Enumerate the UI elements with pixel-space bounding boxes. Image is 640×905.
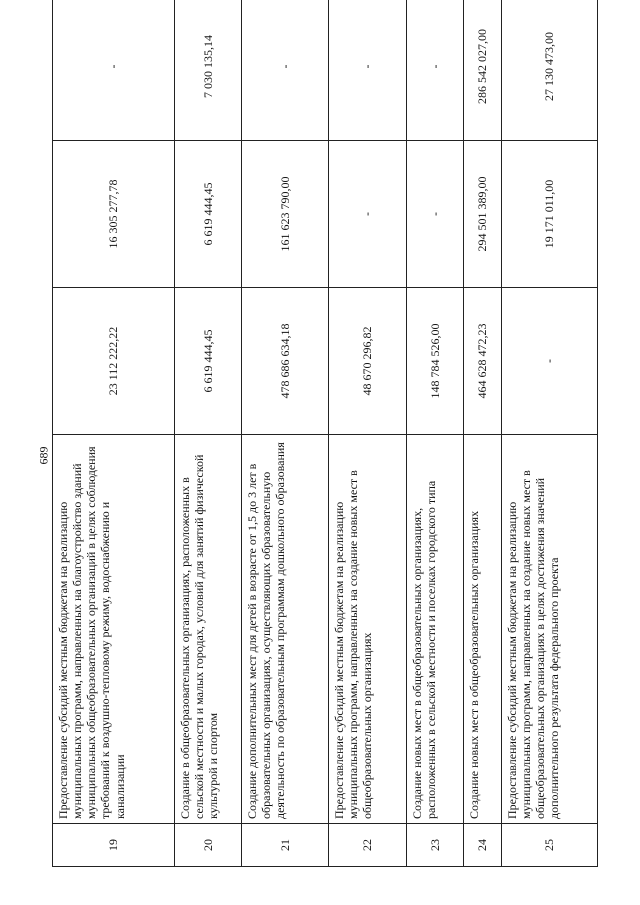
table-row	[502, 0, 598, 867]
value-cell-2: -	[329, 141, 407, 288]
value-cell-3: -	[407, 0, 464, 141]
value-cell-1: 6 619 444,45	[175, 288, 242, 435]
row-description: Предоставление субсидий местным бюджетам на реализацию муниципальных программ, направленных на создание новых мест в общеобразовательных организациях	[329, 435, 407, 824]
value-cell-3: 27 130 473,00	[502, 0, 598, 141]
value-cell-3: -	[53, 0, 175, 141]
value-cell-3: -	[329, 0, 407, 141]
rotated-table-area	[52, 29, 597, 867]
row-description: Создание новых мест в общеобразовательных организациях, расположенных в сельской местности и поселках городского типа	[407, 435, 464, 824]
row-description: Создание дополнительных мест для детей в возрасте от 1,5 до 3 лет в образовательных организациях, осуществляющих образовательную деятельность по образовательным программам дошкольного образования	[242, 435, 329, 824]
value-cell-3: -	[242, 0, 329, 141]
value-cell-1: 23 112 222,22	[53, 288, 175, 435]
row-number: 24	[464, 824, 502, 867]
value-cell-1: 464 628 472,23	[464, 288, 502, 435]
table-row	[464, 0, 502, 867]
value-cell-2: 16 305 277,78	[53, 141, 175, 288]
value-cell-2: -	[407, 141, 464, 288]
value-cell-1: 478 686 634,18	[242, 288, 329, 435]
value-cell-3: 7 030 135,14	[175, 0, 242, 141]
row-number: 25	[502, 824, 598, 867]
value-cell-1: 48 670 296,82	[329, 288, 407, 435]
value-cell-2: 294 501 389,00	[464, 141, 502, 288]
table-row	[329, 0, 407, 867]
row-description: Создание в общеобразовательных организациях, расположенных в сельской местности и малых городах, условий для занятий физической культурой и спортом	[175, 435, 242, 824]
row-description: Предоставление субсидий местным бюджетам на реализацию муниципальных программ, направленных на благоустройство зданий муниципальных общеобразовательных организаций в целях соблюдения требований к воздушно-тепловому режиму, водоснабжению и канализации	[53, 435, 175, 824]
budget-table	[52, 0, 598, 867]
table-row	[53, 0, 175, 867]
row-description: Предоставление субсидий местным бюджетам на реализацию муниципальных программ, направленных на создание новых мест в общеобразовательных организациях в целях достижения значений дополнительного результата федерального проекта	[502, 435, 598, 824]
value-cell-1: 148 784 526,00	[407, 288, 464, 435]
table-row	[242, 0, 329, 867]
value-cell-2: 19 171 011,00	[502, 141, 598, 288]
row-number: 22	[329, 824, 407, 867]
row-number: 21	[242, 824, 329, 867]
value-cell-2: 6 619 444,45	[175, 141, 242, 288]
row-number: 19	[53, 824, 175, 867]
row-description: Создание новых мест в общеобразовательных организациях	[464, 435, 502, 824]
page-number: 689	[36, 446, 51, 465]
table-row	[175, 0, 242, 867]
value-cell-2: 161 623 790,00	[242, 141, 329, 288]
table-rotator	[52, 29, 597, 867]
value-cell-3: 286 542 027,00	[464, 0, 502, 141]
value-cell-1: -	[502, 288, 598, 435]
row-number: 23	[407, 824, 464, 867]
row-number: 20	[175, 824, 242, 867]
table-row	[407, 0, 464, 867]
